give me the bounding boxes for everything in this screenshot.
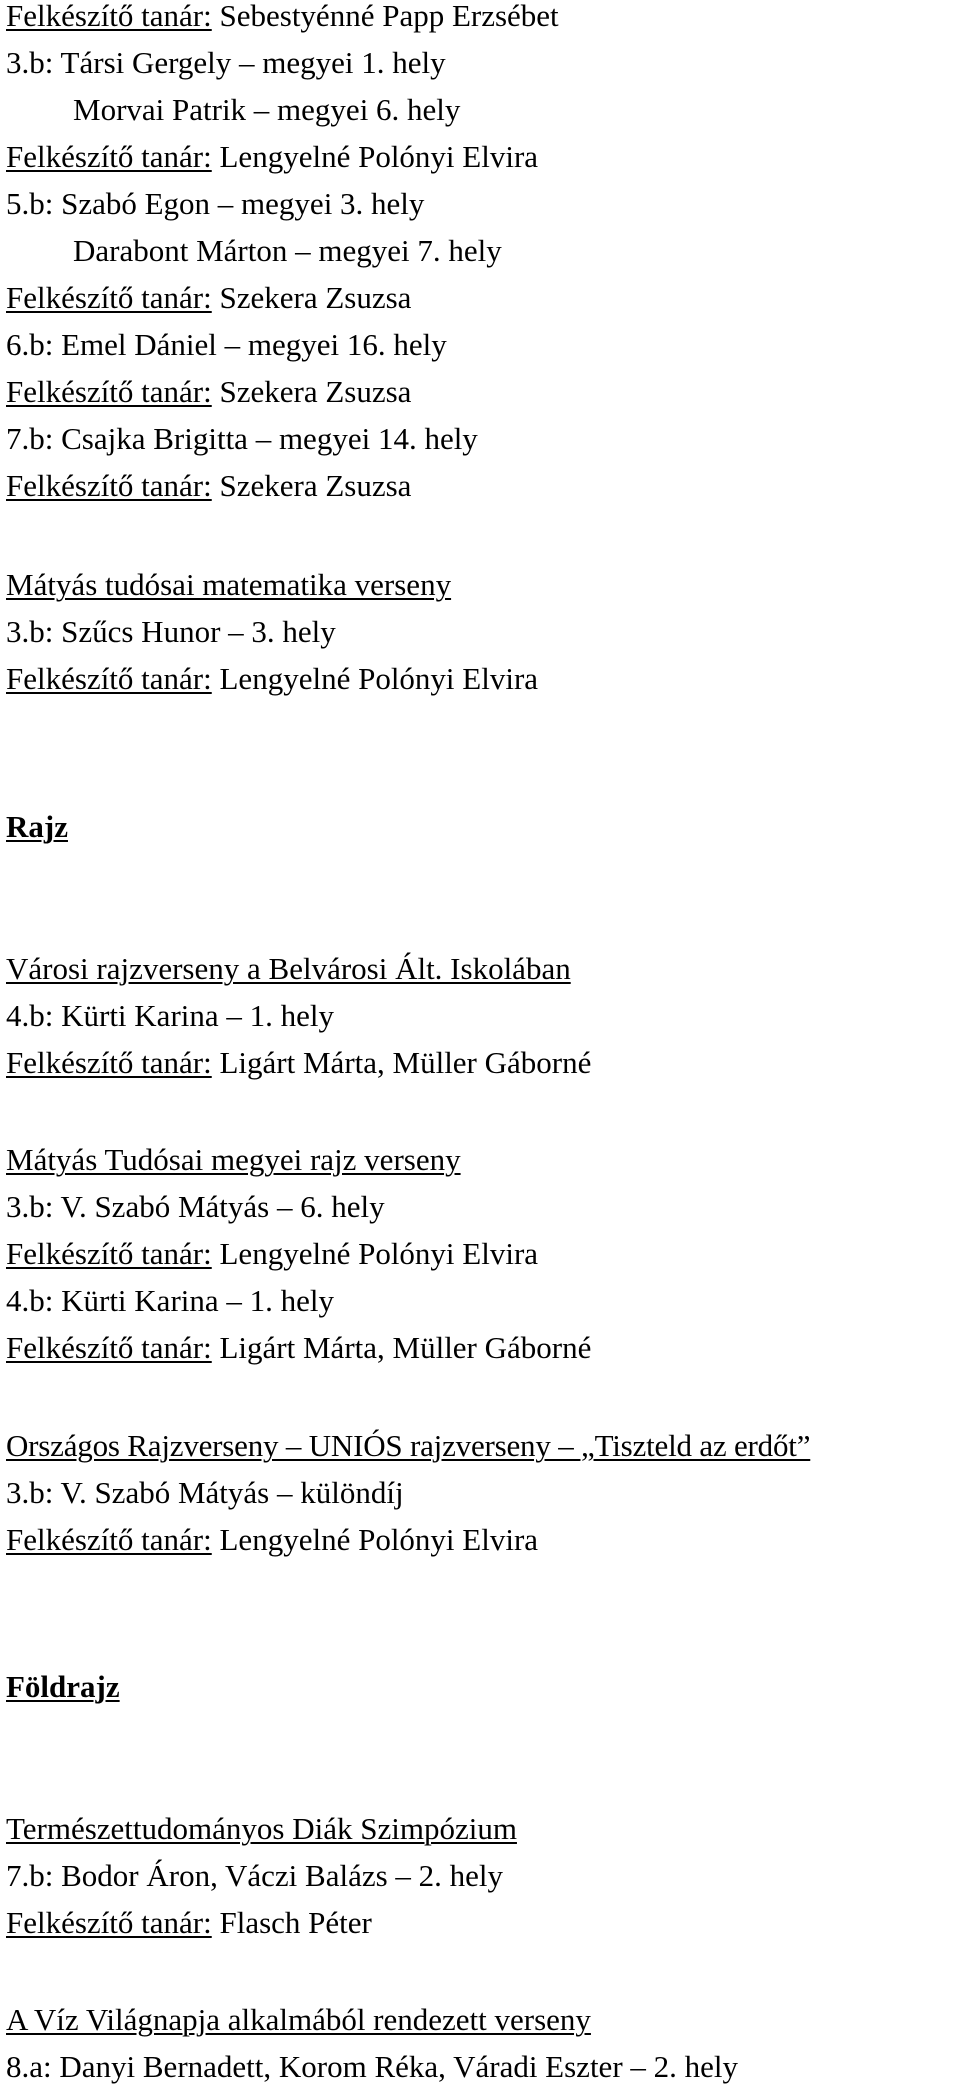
teacher-label: Felkészítő tanár: [6, 1522, 212, 1557]
teacher-label: Felkészítő tanár: [6, 0, 212, 33]
teacher-label: Felkészítő tanár: [6, 1045, 212, 1080]
teacher-label: Felkészítő tanár: [6, 280, 212, 315]
teacher-label: Felkészítő tanár: [6, 1330, 212, 1365]
teacher-line [6, 1235, 538, 1273]
section-heading-foldrajz: Földrajz [6, 1669, 120, 1704]
teacher-label: Felkészítő tanár: [6, 661, 212, 696]
teacher-name: Lengyelné Polónyi Elvira [219, 139, 539, 174]
teacher-line [6, 373, 411, 411]
competition-title: Mátyás Tudósai megyei rajz verseny [6, 1142, 461, 1177]
teacher-line [6, 138, 538, 176]
teacher-name: Szekera Zsuzsa [219, 280, 412, 315]
competition-title: Mátyás tudósai matematika verseny [6, 567, 452, 602]
result-entry: 5.b: Szabó Egon – megyei 3. hely [6, 186, 425, 221]
teacher-label: Felkészítő tanár: [6, 374, 212, 409]
result-entry: 4.b: Kürti Karina – 1. hely [6, 1283, 335, 1318]
teacher-name: Lengyelné Polónyi Elvira [219, 1522, 539, 1557]
teacher-name: Lengyelné Polónyi Elvira [219, 661, 539, 696]
section-heading-rajz: Rajz [6, 809, 68, 844]
result-entry: 3.b: Szűcs Hunor – 3. hely [6, 614, 336, 649]
teacher-name: Szekera Zsuzsa [219, 374, 412, 409]
result-entry: 7.b: Csajka Brigitta – megyei 14. hely [6, 421, 478, 456]
teacher-name: Ligárt Márta, Müller Gáborné [219, 1045, 592, 1080]
teacher-line [6, 660, 538, 698]
competition-title: Városi rajzverseny a Belvárosi Ált. Iskolában [6, 951, 571, 986]
result-entry: 4.b: Kürti Karina – 1. hely [6, 998, 335, 1033]
result-entry: 7.b: Bodor Áron, Váczi Balázs – 2. hely [6, 1858, 504, 1893]
teacher-name: Szekera Zsuzsa [219, 468, 412, 503]
teacher-label: Felkészítő tanár: [6, 1236, 212, 1271]
teacher-name: Sebestyénné Papp Erzsébet [219, 0, 559, 33]
teacher-line [6, 1521, 538, 1559]
teacher-name: Lengyelné Polónyi Elvira [219, 1236, 539, 1271]
result-entry: Darabont Márton – megyei 7. hely [73, 233, 502, 268]
teacher-name: Ligárt Márta, Müller Gáborné [219, 1330, 592, 1365]
result-entry: 8.a: Danyi Bernadett, Korom Réka, Váradi Eszter – 2. hely [6, 2049, 739, 2084]
competition-title: Országos Rajzverseny – UNIÓS rajzverseny – „Tiszteld az erdőt” [6, 1428, 811, 1463]
teacher-line [6, 1044, 591, 1082]
teacher-label: Felkészítő tanár: [6, 468, 212, 503]
teacher-line [6, 1904, 372, 1942]
teacher-line [6, 279, 411, 317]
competition-title: A Víz Világnapja alkalmából rendezett verseny [6, 2002, 591, 2037]
teacher-name: Flasch Péter [219, 1905, 372, 1940]
result-entry: 3.b: V. Szabó Mátyás – különdíj [6, 1475, 404, 1510]
teacher-line [6, 467, 411, 505]
teacher-line [6, 1329, 591, 1367]
teacher-line [6, 0, 559, 35]
result-entry: 6.b: Emel Dániel – megyei 16. hely [6, 327, 447, 362]
teacher-label: Felkészítő tanár: [6, 139, 212, 174]
result-entry: 3.b: V. Szabó Mátyás – 6. hely [6, 1189, 385, 1224]
teacher-label: Felkészítő tanár: [6, 1905, 212, 1940]
result-entry: Morvai Patrik – megyei 6. hely [73, 92, 461, 127]
competition-title: Természettudományos Diák Szimpózium [6, 1811, 517, 1846]
result-entry: 3.b: Társi Gergely – megyei 1. hely [6, 45, 446, 80]
